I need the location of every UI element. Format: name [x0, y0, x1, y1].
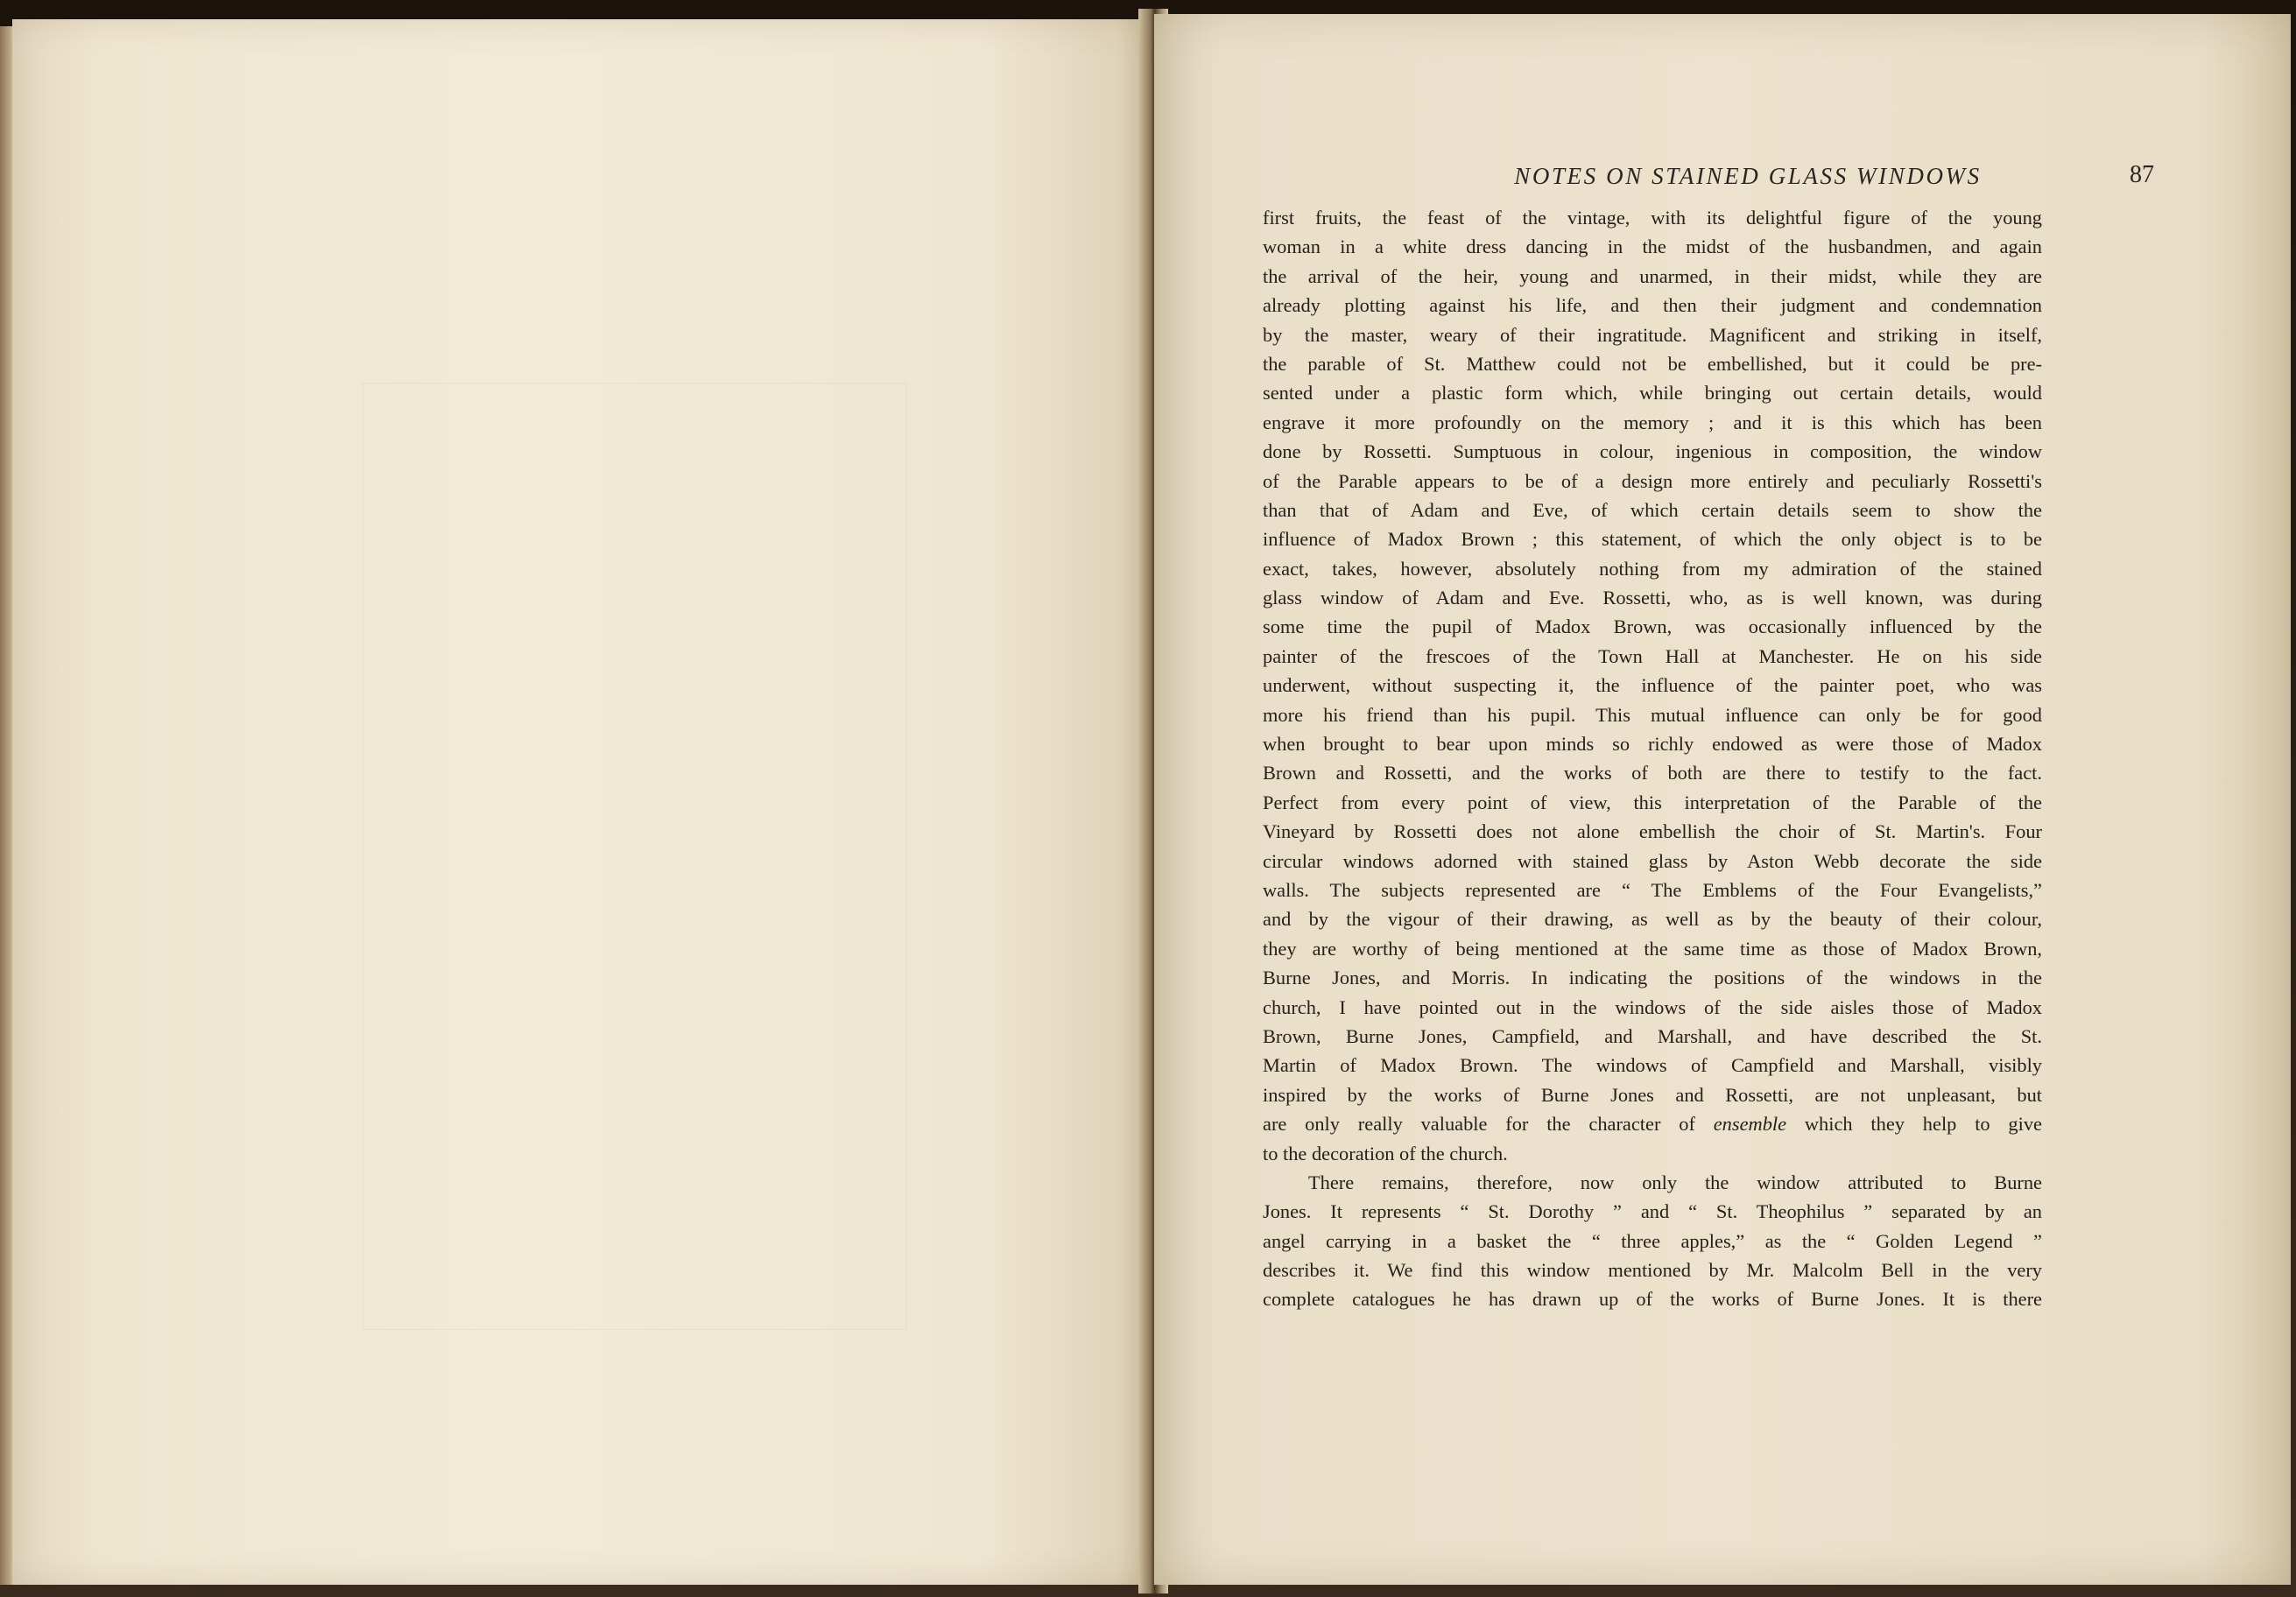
- text-line: church, I have pointed out in the windows of the side aisles those of Madox: [1263, 995, 2042, 1018]
- text-line: Burne Jones, and Morris. In indicating the positions of the windows in the: [1263, 967, 2042, 989]
- text-line: exact, takes, however, absolutely nothing from my admiration of the stained: [1263, 557, 2042, 580]
- text-line: There remains, therefore, now only the window attributed to Burne: [1308, 1171, 2042, 1193]
- text-line: already plotting against his life, and then their judgment and condemnation: [1263, 294, 2042, 317]
- text-line: engrave it more profoundly on the memory ; and it is this which has been: [1263, 411, 2042, 433]
- text-line: Vineyard by Rossetti does not alone embellish the choir of St. Martin's. Four: [1263, 820, 2042, 843]
- text-line: painter of the frescoes of the Town Hall at Manchester. He on his side: [1263, 644, 2042, 667]
- text-line: they are worthy of being mentioned at the same time as those of Madox Brown,: [1263, 937, 2042, 960]
- show-through-impression: [363, 383, 907, 1330]
- text-line: more his friend than his pupil. This mutual influence can only be for good: [1263, 703, 2042, 726]
- blank-left-page: [12, 19, 1152, 1585]
- text-segment: which they help to give: [1786, 1113, 2042, 1136]
- text-line: done by Rossetti. Sumptuous in colour, ingenious in composition, the window: [1263, 440, 2042, 463]
- text-line: complete catalogues he has drawn up of the works of Burne Jones. It is there: [1263, 1288, 2042, 1311]
- text-line: Jones. It represents “ St. Dorothy ” and “ St. Theophilus ” separated by an: [1263, 1200, 2042, 1223]
- text-line: and by the vigour of their drawing, as well as by the beauty of their colour,: [1263, 908, 2042, 931]
- text-line: when brought to bear upon minds so richly endowed as were those of Madox: [1263, 733, 2042, 756]
- text-line: describes it. We find this window mentioned by Mr. Malcolm Bell in the very: [1263, 1259, 2042, 1282]
- text-line: Martin of Madox Brown. The windows of Campfield and Marshall, visibly: [1263, 1054, 2042, 1077]
- text-line: Brown, Burne Jones, Campfield, and Marshall, and have described the St.: [1263, 1024, 2042, 1047]
- text-line: influence of Madox Brown ; this statement, of which the only object is to be: [1263, 528, 2042, 551]
- text-line: by the master, weary of their ingratitude. Magnificent and striking in itself,: [1263, 323, 2042, 346]
- text-line: angel carrying in a basket the “ three apples,” as the “ Golden Legend ”: [1263, 1229, 2042, 1252]
- text-line: glass window of Adam and Eve. Rossetti, who, as is well known, was during: [1263, 587, 2042, 609]
- printed-right-page: [1154, 14, 2291, 1585]
- text-line: inspired by the works of Burne Jones and Rossetti, are not unpleasant, but: [1263, 1083, 2042, 1106]
- text-line: woman in a white dress dancing in the midst of the husbandmen, and again: [1263, 236, 2042, 258]
- text-line: Perfect from every point of view, this interpretation of the Parable of the: [1263, 791, 2042, 813]
- text-line: circular windows adorned with stained glass by Aston Webb decorate the side: [1263, 849, 2042, 872]
- text-line: sented under a plastic form which, while bringing out certain details, would: [1263, 382, 2042, 405]
- text-line: Brown and Rossetti, and the works of both are there to testify to the fact.: [1263, 762, 2042, 784]
- text-line: to the decoration of the church.: [1263, 1142, 1508, 1164]
- text-line: the arrival of the heir, young and unarmed, in their midst, while they are: [1263, 264, 2042, 287]
- text-segment: are only really valuable for the character of: [1263, 1113, 1714, 1136]
- text-line: [1263, 1109, 2042, 1138]
- text-line: underwent, without suspecting it, the influence of the painter poet, who was: [1263, 674, 2042, 697]
- running-head: NOTES ON STAINED GLASS WINDOWS: [1514, 163, 1982, 189]
- text-line: first fruits, the feast of the vintage, with its delightful figure of the young: [1263, 207, 2042, 229]
- text-line: of the Parable appears to be of a design more entirely and peculiarly Rossetti's: [1263, 469, 2042, 492]
- text-line: some time the pupil of Madox Brown, was occasionally influenced by the: [1263, 616, 2042, 638]
- page-number: 87: [2130, 161, 2154, 188]
- text-line: than that of Adam and Eve, of which certain details seem to show the: [1263, 498, 2042, 521]
- body-text: [1263, 203, 2042, 1314]
- text-line: the parable of St. Matthew could not be embellished, but it could be pre-: [1263, 352, 2042, 375]
- italic-term: ensemble: [1713, 1113, 1787, 1136]
- text-line: walls. The subjects represented are “ The Emblems of the Four Evangelists,”: [1263, 878, 2042, 901]
